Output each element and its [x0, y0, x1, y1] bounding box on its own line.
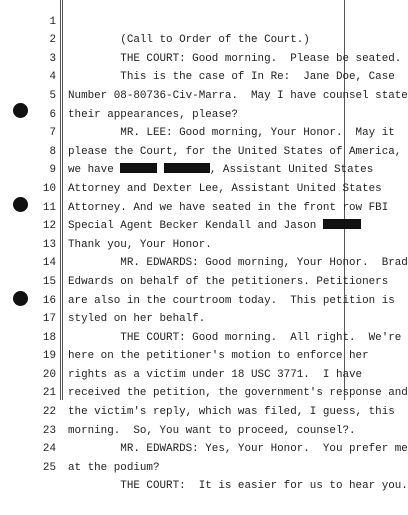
- line-text: MR. EDWARDS: Good morning, Your Honor. Brad: [68, 257, 408, 270]
- line-number: 25: [42, 461, 56, 474]
- line-text: THE COURT: Good morning. All right. We're: [68, 331, 402, 344]
- line-text: here on the petitioner's motion to enforce her: [68, 350, 369, 363]
- line-text: MR. LEE: Good morning, Your Honor. May it: [68, 127, 395, 140]
- line-number: 9: [49, 164, 56, 177]
- line-text: THE COURT: It is easier for us to hear you.: [68, 480, 408, 493]
- line-text: This is the case of In Re: Jane Doe, Case: [68, 71, 395, 84]
- line-number: 24: [42, 443, 56, 456]
- line-text-segment: we have: [68, 164, 121, 177]
- line-number: 16: [42, 294, 56, 307]
- line-text: please the Court, for the United States of America,: [68, 145, 402, 158]
- line-text: (Call to Order of the Court.): [68, 34, 310, 47]
- line-text: Thank you, Your Honor.: [68, 238, 212, 251]
- line-text: THE COURT: Good morning. Please be seated.: [68, 52, 402, 65]
- line-number: 22: [42, 406, 56, 419]
- line-text-segment: Special Agent Becker Kendall and Jason: [68, 220, 323, 233]
- line-number: 18: [42, 331, 56, 344]
- line-text: Attorney and Dexter Lee, Assistant United States: [68, 182, 382, 195]
- line-text: Attorney. And we have seated in the front row FBI: [68, 201, 389, 214]
- transcript-line: [0, 0, 400, 47]
- line-text: styled on her behalf.: [68, 313, 206, 326]
- line-number: 10: [42, 182, 56, 195]
- line-number: 20: [42, 368, 56, 381]
- line-number: 14: [42, 257, 56, 270]
- line-number: 5: [49, 89, 56, 102]
- line-number: 23: [42, 424, 56, 437]
- line-text: rights as a victim under 18 USC 3771. I have: [68, 368, 363, 381]
- line-text: at the podium?: [68, 461, 160, 474]
- line-number: 15: [42, 275, 56, 288]
- line-number: 4: [49, 71, 56, 84]
- line-text: Number 08-80736-Civ-Marra. May I have counsel state: [68, 89, 408, 102]
- line-number: 3: [49, 52, 56, 65]
- line-number: 6: [49, 108, 56, 121]
- line-text: the victim's reply, which was filed, I guess, this: [68, 406, 395, 419]
- line-number: 11: [42, 201, 56, 214]
- line-number: 19: [42, 350, 56, 363]
- line-number: 2: [49, 34, 56, 47]
- line-number: 13: [42, 238, 56, 251]
- line-number: 8: [49, 145, 56, 158]
- line-text: MR. EDWARDS: Yes, Your Honor. You prefer me: [68, 443, 408, 456]
- line-number: 12: [42, 220, 56, 233]
- line-text-segment: , Assistant United States: [209, 164, 374, 177]
- line-text: Edwards on behalf of the petitioners. Petitioners: [68, 275, 389, 288]
- line-text: morning. So, You want to proceed, counsel?.: [68, 424, 356, 437]
- line-text: received the petition, the government's response and: [68, 387, 408, 400]
- line-number: 21: [42, 387, 56, 400]
- line-text: their appearances, please?: [68, 108, 238, 121]
- line-number: 17: [42, 313, 56, 326]
- line-number: 7: [49, 127, 56, 140]
- line-text: are also in the courtroom today. This petition is: [68, 294, 395, 307]
- line-number: 1: [49, 15, 56, 28]
